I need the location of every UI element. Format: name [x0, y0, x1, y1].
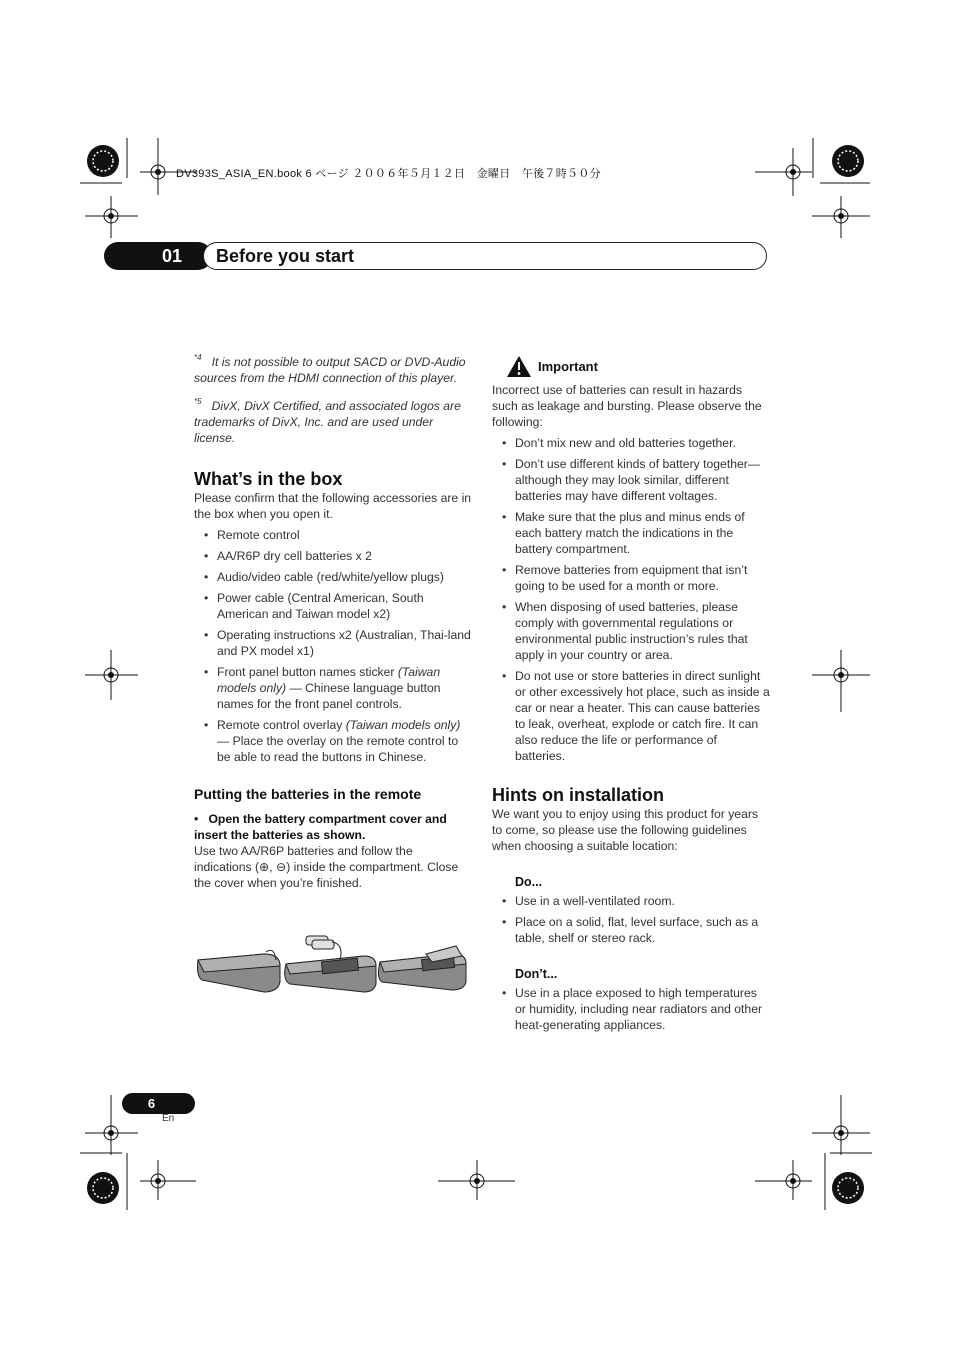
important-list	[492, 435, 770, 764]
important-header	[506, 355, 770, 378]
batteries-step: • Open the battery compartment cover and insert the batteries as shown.	[194, 812, 447, 842]
page-language: En	[162, 1113, 175, 1124]
remote-control-cover	[378, 946, 466, 990]
important-intro: Incorrect use of batteries can result in hazards such as leakage and bursting. Please observe the following:	[492, 383, 762, 429]
list-item: • When disposing of used batteries, please comply with governmental regulations or environmental public instruction’s rules that apply in your country or area.	[492, 599, 770, 663]
list-item: • Make sure that the plus and minus ends of each battery match the indications in the battery compartment.	[492, 509, 770, 557]
footnote: $^{*4}$ It is not possible to output SACD or DVD-Audio sources from the HDMI connection of this player.	[194, 353, 466, 385]
whats-in-box-heading: What’s in the box	[194, 469, 343, 489]
do-label: Do...	[515, 875, 543, 889]
list-item: • Do not use or store batteries in direct sunlight or other excessively hot place, such as inside a car or near a heater. This can cause batteries to leak, overheat, explode or catch fire. It can also reduce the life or performance of batteries.	[492, 668, 770, 764]
list-item: • Front panel button names sticker (Taiwan models only) — Chinese language button names for the front panel controls.	[194, 664, 472, 712]
page-number: 6	[122, 1093, 195, 1114]
accessories-list	[194, 527, 472, 765]
list-item: • Use in a place exposed to high temperatures or humidity, including near radiators and other heat-generating appliances.	[492, 985, 770, 1033]
remote-control-closed	[198, 950, 281, 992]
dont-list	[492, 985, 770, 1033]
chapter-number: 01	[104, 242, 212, 270]
list-item: • Audio/video cable (red/white/yellow plugs)	[194, 569, 472, 585]
do-list	[492, 893, 770, 946]
remote-control-open	[285, 936, 376, 992]
list-item: • Remove batteries from equipment that isn’t going to be used for a month or more.	[492, 562, 770, 594]
list-item: • Don’t mix new and old batteries together.	[492, 435, 770, 451]
dont-label: Don’t...	[515, 967, 558, 981]
list-item: • Don’t use different kinds of battery together—although they may look similar, different batteries may have different voltages.	[492, 456, 770, 504]
whats-in-box-intro: Please confirm that the following accessories are in the box when you open it.	[194, 491, 472, 521]
list-item: • Remote control	[194, 527, 472, 543]
left-column	[194, 350, 472, 891]
hints-heading: Hints on installation	[492, 785, 665, 805]
list-item: • Power cable (Central American, South American and Taiwan model x2)	[194, 590, 472, 622]
chapter-title: Before you start	[203, 242, 767, 270]
hints-intro: We want you to enjoy using this product for years to come, so please use the following guidelines when choosing a suitable location:	[492, 807, 759, 853]
batteries-heading: Putting the batteries in the remote	[194, 786, 422, 802]
list-item: • Use in a well-ventilated room.	[492, 893, 770, 909]
remote-battery-illustration	[194, 930, 470, 998]
list-item: • Place on a solid, flat, level surface, such as a table, shelf or stereo rack.	[492, 914, 770, 946]
print-header: DV393S_ASIA_EN.book 6 ページ ２００６年５月１２日 金曜日 午後７時５０分	[176, 168, 601, 180]
important-label: Important	[538, 358, 598, 374]
list-item: • Operating instructions x2 (Australian, Thai-land and PX model x1)	[194, 627, 472, 659]
warning-icon	[506, 355, 532, 378]
right-column	[492, 355, 770, 1038]
batteries-body: Use two AA/R6P batteries and follow the indications (⊕, ⊖) inside the compartment. Close the cover when you’re finished.	[194, 844, 459, 890]
list-item: • AA/R6P dry cell batteries x 2	[194, 548, 472, 564]
list-item: • Remote control overlay (Taiwan models only) — Place the overlay on the remote control to be able to read the buttons in Chinese.	[194, 717, 472, 765]
footnote: $^{*5}$ DivX, DivX Certified, and associated logos are trademarks of DivX, Inc. and are used under license.	[194, 397, 461, 445]
